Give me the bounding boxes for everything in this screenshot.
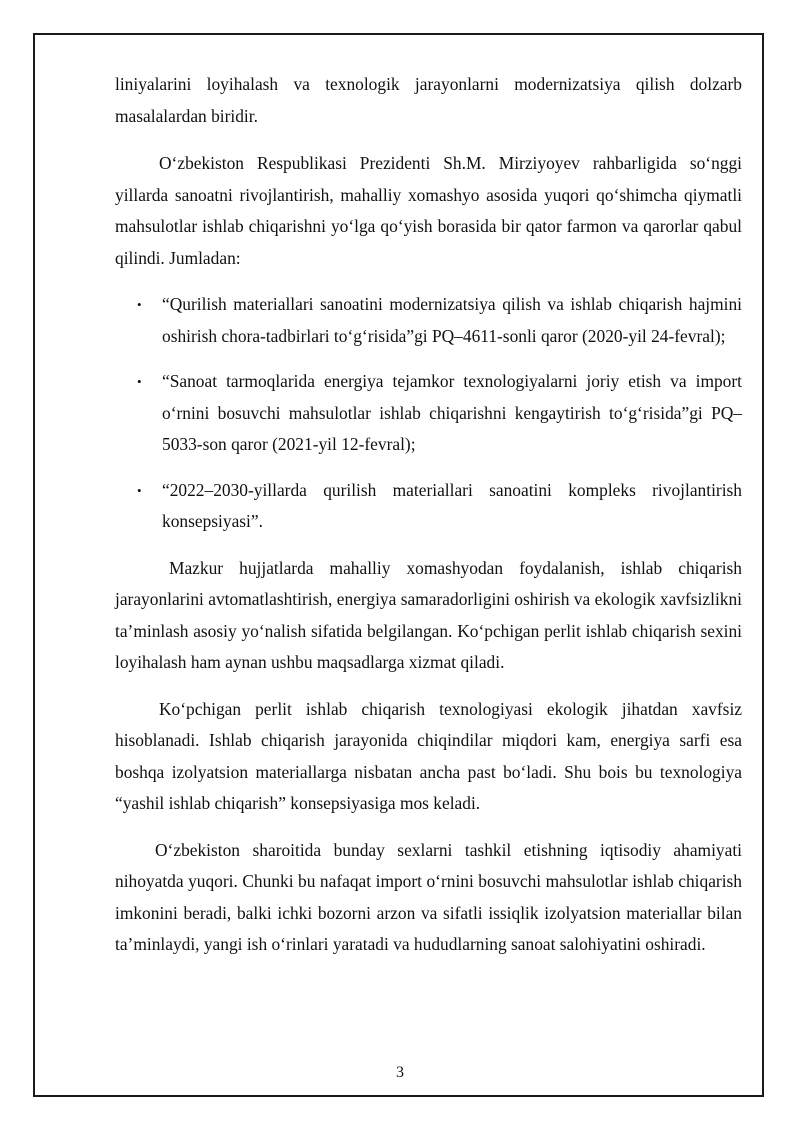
bullet-icon: • xyxy=(137,482,142,498)
page-number: 3 xyxy=(396,1064,404,1081)
bullet-icon: • xyxy=(137,297,142,312)
paragraph-presidential-decrees: O‘zbekiston Respublikasi Prezidenti Sh.M. Mirziyoyev rahbarligida so‘nggi yillarda sanoatni rivojlantirish, mahalliy xomashyo asosida yuqori qo‘shimcha qiymatli mahsulotlar ishlab chiqarishni yo‘lga qo‘yish borasida bir qator farmon va qarorlar qabul qilindi. Jumladan: xyxy=(115,153,742,268)
paragraph-documents-goals: Mazkur hujjatlarda mahalliy xomashyodan foydalanish, ishlab chiqarish jarayonlarini avtomatlashtirish, energiya samaradorligini oshirish va ekologik xavfsizlikni ta’minlash asosiy yo‘nalish sifatida belgilangan. Ko‘pchigan perlit ishlab chiqarish sexini loyihalash ham aynan ushbu maqsadlarga xizmat qiladi. xyxy=(115,557,742,672)
paragraph-ecological-safety: Ko‘pchigan perlit ishlab chiqarish texnologiyasi ekologik jihatdan xavfsiz hisoblanadi. Ishlab chiqarish jarayonida chiqindilar miqdori kam, energiya sarfi esa boshqa izolyatsion materiallarga nisbatan ancha past bo‘ladi. Shu bois bu texnologiya “yashil ishlab chiqarish” konsepsiyasiga mos keladi. xyxy=(115,698,742,813)
page-body xyxy=(115,69,742,961)
list-item-text: “2022–2030-yillarda qurilish materiallari sanoatini kompleks rivojlantirish konsepsiyasi”. xyxy=(162,479,742,531)
list-item-text: “Sanoat tarmoqlarida energiya tejamkor texnologiyalarni joriy etish va import o‘rnini bosuvchi mahsulotlar ishlab chiqarishni kengaytirish to‘g‘risida”gi PQ–5033-son qaror (2021-yil 12-fevral); xyxy=(162,371,742,454)
paragraph-continuation: liniyalarini loyihalash va texnologik jarayonlarni modernizatsiya qilish dolzarb masalalardan biridir. xyxy=(115,74,742,126)
list-item xyxy=(115,289,742,352)
list-item-text: “Qurilish materiallari sanoatini modernizatsiya qilish va ishlab chiqarish hajmini oshirish chora-tadbirlari to‘g‘risida”gi PQ–4611-sonli qaror (2020-yil 24-fevral); xyxy=(162,294,742,346)
decree-list xyxy=(115,289,742,538)
list-item xyxy=(115,475,742,538)
bullet-icon: • xyxy=(137,374,142,389)
list-item xyxy=(115,366,742,461)
paragraph-economic-importance: O‘zbekiston sharoitida bunday sexlarni tashkil etishning iqtisodiy ahamiyati nihoyatda yuqori. Chunki bu nafaqat import o‘rnini bosuvchi mahsulotlar ishlab chiqarish imkonini beradi, balki ichki bozorni arzon va sifatli issiqlik izolyatsion materiallar bilan ta’minlaydi, yangi ish o‘rinlari yaratadi va hududlarning sanoat salohiyatini oshiradi. xyxy=(115,839,742,954)
